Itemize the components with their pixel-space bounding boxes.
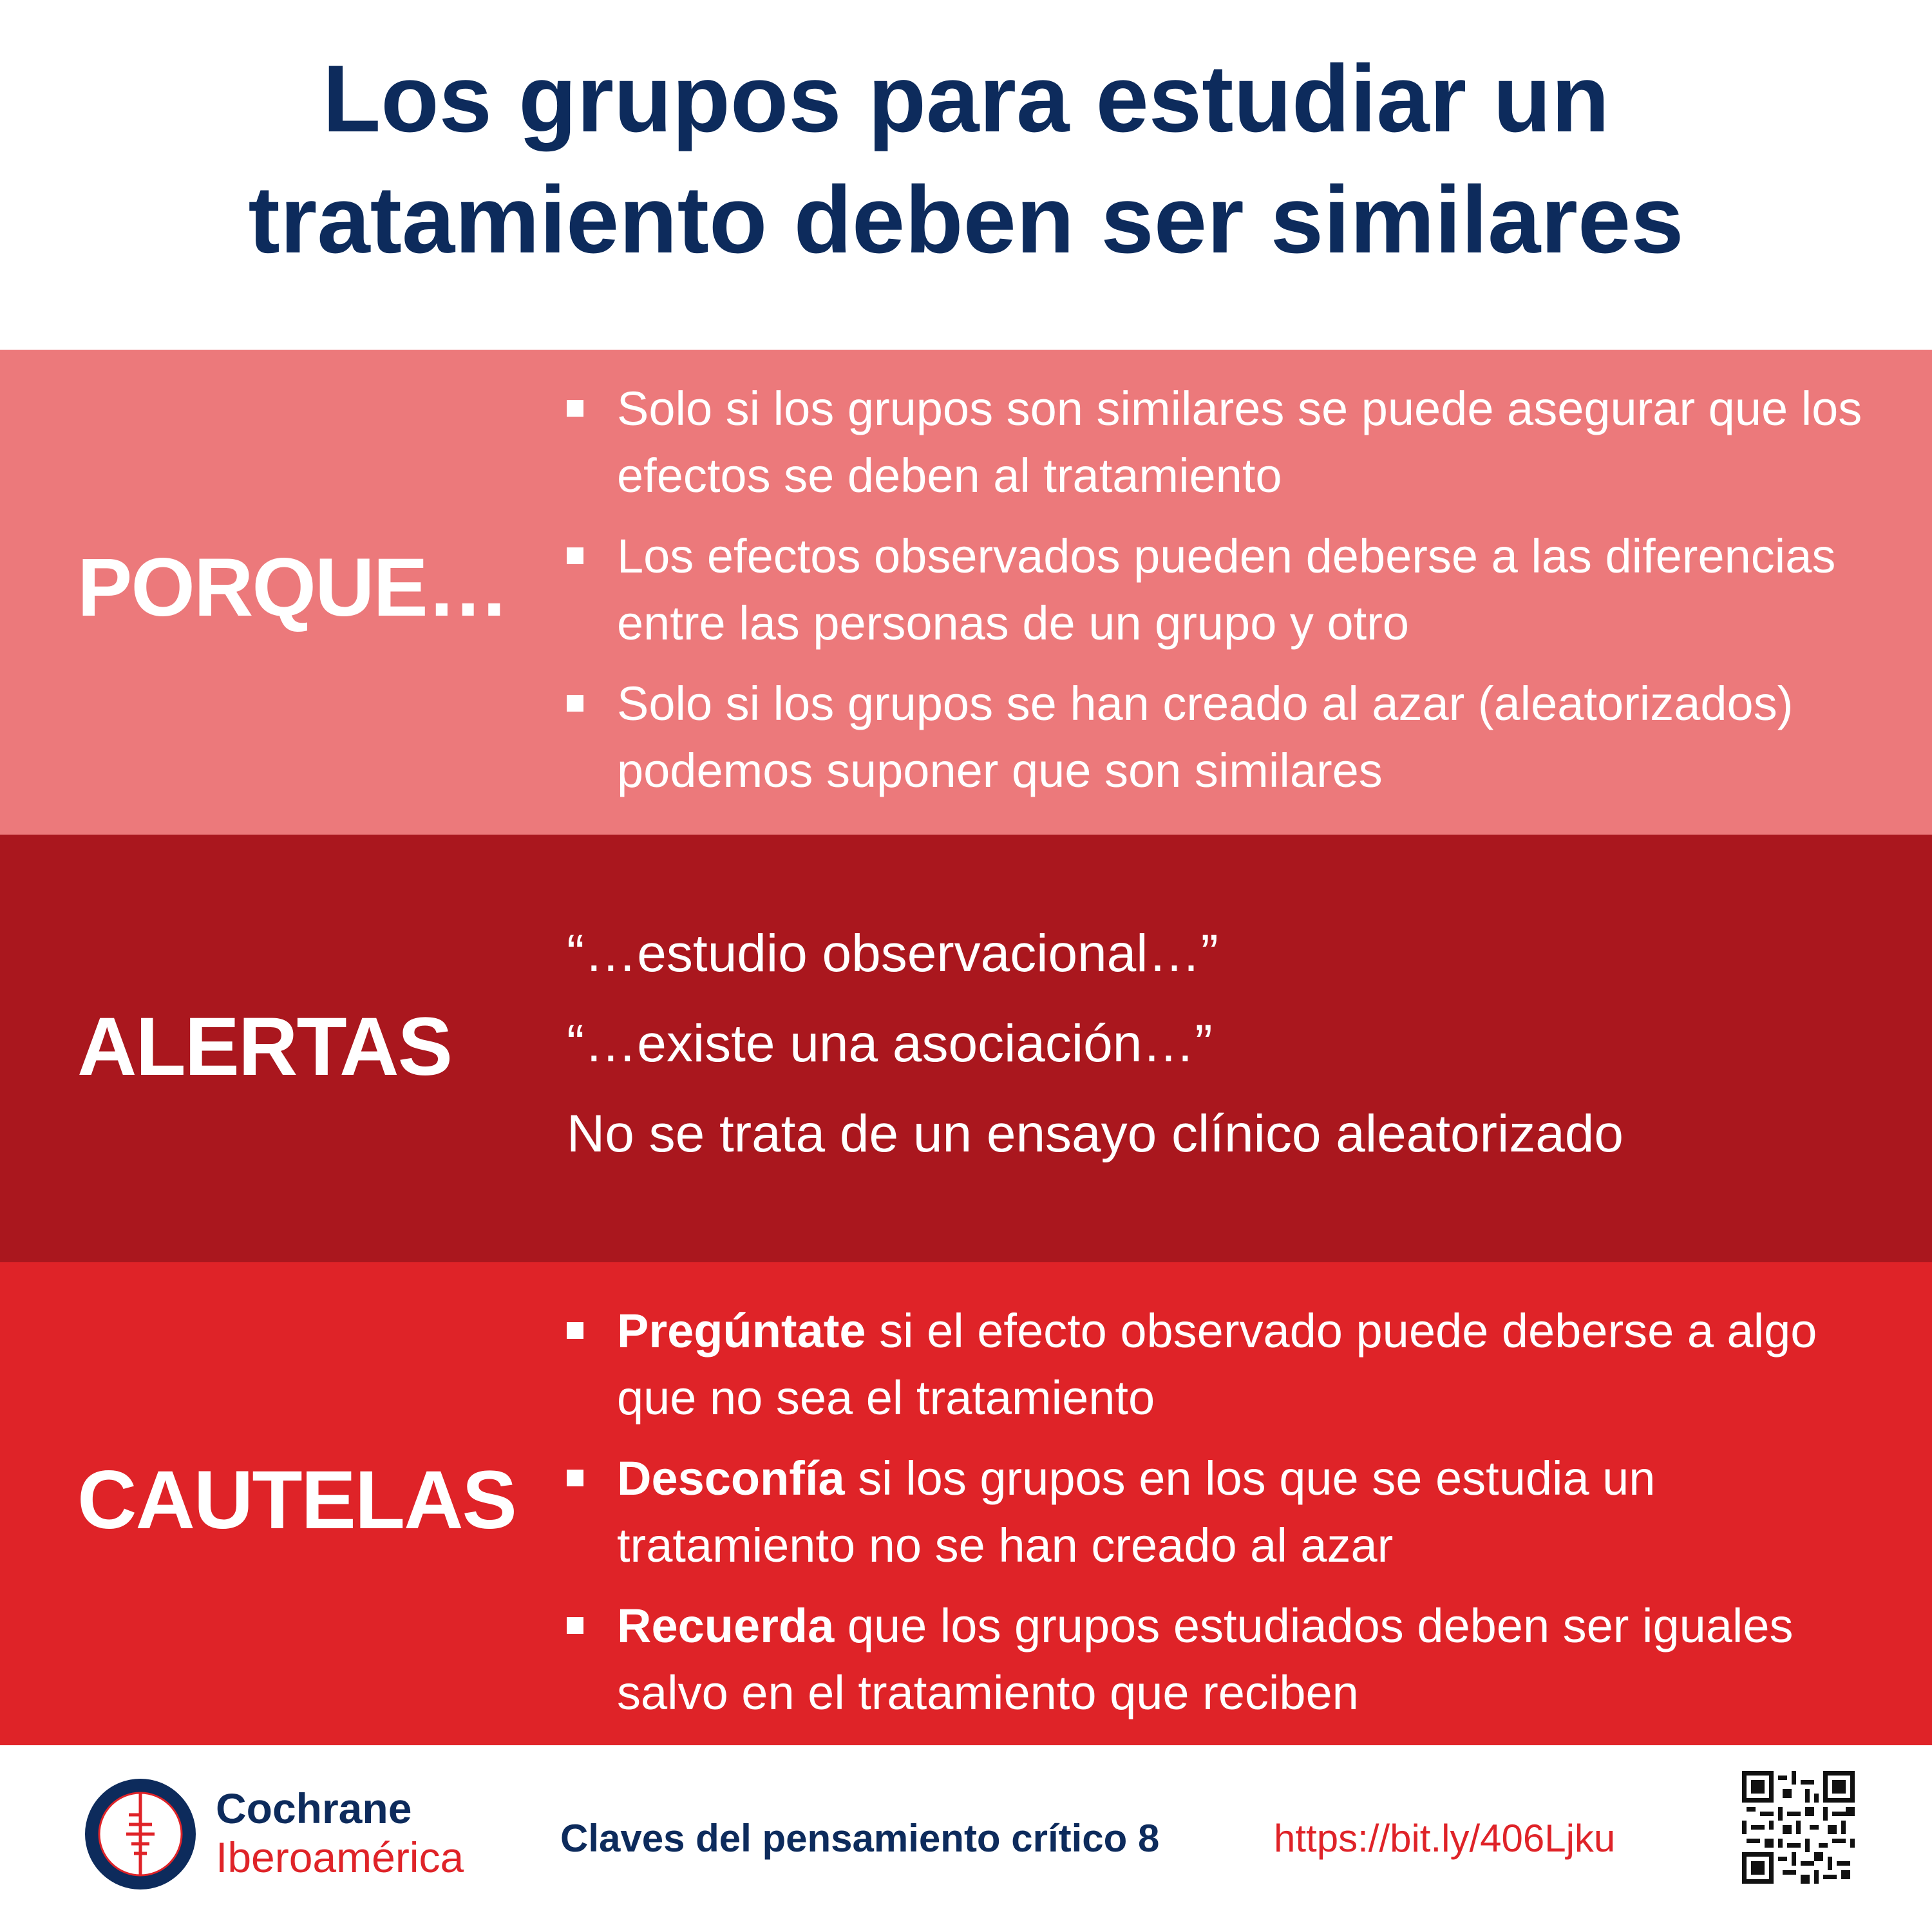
list-item [567, 1298, 1880, 1432]
porque-list [567, 375, 1880, 818]
logo-line-2: Iberoamérica [216, 1833, 464, 1881]
bullet-square-icon [567, 400, 583, 417]
list-item [567, 523, 1880, 657]
cautelas-list [567, 1298, 1880, 1740]
alert-line: “…estudio observacional…” [567, 924, 1218, 983]
porque-item-text: Solo si los grupos son similares se puede asegurar que los efectos se deben al tratamiento [617, 382, 1862, 502]
cautela-text: si los grupos en los que se estudia un tratamiento no se han creado al azar [617, 1452, 1656, 1572]
porque-section [0, 350, 1932, 835]
title-line-2: tratamiento deben ser similares [248, 167, 1684, 273]
list-item [567, 1445, 1880, 1579]
qr-code-icon [1742, 1771, 1855, 1884]
porque-item-text: Solo si los grupos se han creado al azar (aleatorizados) podemos suponer que son similares [617, 677, 1794, 797]
logo-text [216, 1784, 464, 1882]
alertas-label: ALERTAS [77, 1001, 451, 1093]
alertas-list [567, 909, 1880, 1179]
bullet-square-icon [567, 1470, 583, 1486]
list-item [567, 1593, 1880, 1727]
cautelas-section [0, 1262, 1932, 1745]
page-title [0, 39, 1932, 281]
cautela-text: si el efecto observado puede deberse a algo que no sea el tratamiento [617, 1304, 1817, 1425]
title-line-1: Los grupos para estudiar un [322, 46, 1610, 152]
bullet-square-icon [567, 1617, 583, 1634]
cochrane-logo-icon [82, 1776, 198, 1892]
bullet-square-icon [567, 695, 583, 712]
short-url-link[interactable]: https://bit.ly/406Ljku [1274, 1817, 1616, 1860]
cautela-keyword: Pregúntate [617, 1304, 866, 1358]
series-label: Claves del pensamiento crítico 8 [560, 1817, 1160, 1860]
alert-line: “…existe una asociación…” [567, 1014, 1213, 1073]
bullet-square-icon [567, 547, 583, 564]
cautela-keyword: Desconfía [617, 1452, 845, 1505]
bullet-square-icon [567, 1322, 583, 1339]
porque-item-text: Los efectos observados pueden deberse a las diferencias entre las personas de un grupo y otro [617, 529, 1836, 650]
list-item [567, 375, 1880, 509]
logo-line-1: Cochrane [216, 1785, 412, 1832]
alertas-section [0, 835, 1932, 1262]
footer [0, 1745, 1932, 1932]
list-item [567, 670, 1880, 804]
cautela-keyword: Recuerda [617, 1599, 835, 1653]
alert-line: No se trata de un ensayo clínico aleatorizado [567, 1104, 1624, 1163]
cautela-text: que los grupos estudiados deben ser iguales salvo en el tratamiento que reciben [617, 1599, 1794, 1719]
cautelas-label: CAUTELAS [77, 1454, 516, 1546]
porque-label: PORQUE… [77, 542, 508, 634]
